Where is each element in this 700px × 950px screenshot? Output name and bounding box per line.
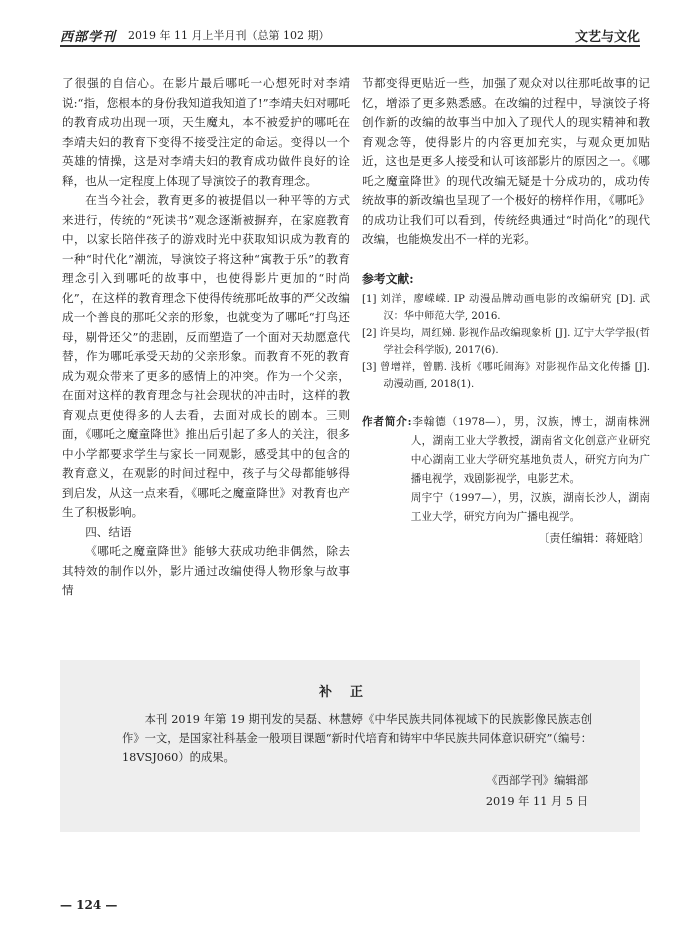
journal-name: 西部学刊 xyxy=(60,30,117,45)
body-paragraph: 节都变得更贴近一些，加强了观众对以往那吒故事的记忆，增添了更多熟悉感。在改编的过程中，导演饺子将创作新的改编的故事当中加入了现代人的现实精神和教育观念等，使得影片的内容更加充实，与观众更加贴近，这也是更多人接受和认可该部影片的原因之一。《哪吒之魔童降世》的现代改编无疑是十分成功的，成功传统故事的新改编也呈现了一个极好的榜样作用，《哪吒》的成功让我们可以看到，传统经典通过“时尚化”的现代改编，也能焕发出不一样的光彩。 xyxy=(362,76,650,246)
reference-list xyxy=(362,291,650,393)
editorial-office: 《西部学刊》编辑部 xyxy=(486,774,588,787)
corrigendum-title: 补正 xyxy=(318,685,381,700)
body-paragraph: 在当今社会，教育更多的被提倡以一种平等的方式来进行，传统的“死读书”观念逐渐被摒弃，在家庭教育中，以家长陪伴孩子的游戏时光中获取知识成为教育的一种“时代化”潮流，导演饺子将这种“寓教于乐”的教育理念引入到哪吒的故事中，也使得影片更加的“时尚化”，在这样的教育理念下使得传统那吒故事的严父改编成一个善良的那吒父亲的形象，也就变为了哪吒“打鸟还母，剔骨还父”的悲剧，反而塑造了一个面对天劫愿意代替，作为哪吒承受天劫的父亲形象。而教育不死的教育成为观众带来了更多的感情上的冲突。作为一个父亲，在面对这样的教育理念与社会现状的冲击时，这样的教育观点更使得多的人去看，去面对成长的剧本。三则面，《哪吒之魔童降世》推出后引起了多人的关注，很多中小学都要求学生与家长一同观影，感受其中的包含的教育意义，在观影的时间过程中，孩子与父母都能够得到启发，从这一点来看，《哪吒之魔童降世》对教育也产生了积极影响。 xyxy=(62,193,350,519)
page-number: — 124 — xyxy=(60,898,118,912)
corrigendum-signature xyxy=(486,770,588,812)
references-title: 参考文献: xyxy=(362,271,414,286)
corrigendum-box xyxy=(60,660,640,832)
author-label: 作者简介: xyxy=(362,416,412,428)
author-bio: 李翰德（1978—），男，汉族，博士，湖南株洲人，湖南工业大学教授，湖南省文化创意产业研究中心湖南工业大学研究基地负责人，研究方向为广播电视学，戏剧影视学，电影艺术。 xyxy=(410,416,650,485)
reference-item: [3] 曾增祥，曾鹏. 浅析《哪吒闹海》对影视作品文化传播 [J]. 动漫动画, 2018(1). xyxy=(362,362,650,390)
responsible-editor: 〔责任编辑：蒋娅晗〕 xyxy=(538,532,650,545)
left-column xyxy=(62,74,350,601)
author-bio-2: 周宇宁（1997—），男，汉族，湖南长沙人，湖南工业大学，研究方向为广播电视学。 xyxy=(410,492,650,523)
reference-item: [1] 刘洋，廖嵘嵘. IP 动漫品牌动画电影的改编研究 [D]. 武汉：华中师范大学, 2016. xyxy=(362,294,650,322)
issue-info: 2019 年 11 月上半月刊（总第 102 期） xyxy=(128,29,330,42)
author-entry xyxy=(362,413,650,489)
section-heading: 四、结语 xyxy=(85,524,132,539)
body-paragraph: 《哪吒之魔童降世》能够大获成功绝非偶然，除去其特效的制作以外，影片通过改编使得人物形象与故事情 xyxy=(62,544,350,597)
corrigendum-body: 本刊 2019 年第 19 期刊发的吴磊、林慧婷《中华民族共同体视域下的民族影像民族志创作》一文，是国家社科基金一般项目课题“新时代培育和铸牢中华民族共同体意识研究”（编号：18VSJ060）的成果。 xyxy=(122,713,592,764)
reference-item: [2] 许昊均，周红娣. 影视作品改编现象析 [J]. 辽宁大学学报(哲学社会科学版), 2017(6). xyxy=(362,328,650,356)
author-info xyxy=(362,413,650,527)
right-column xyxy=(362,74,650,549)
section-name: 文艺与文化 xyxy=(574,30,640,45)
corrigendum-date: 2019 年 11 月 5 日 xyxy=(485,795,588,808)
body-paragraph: 了很强的自信心。在影片最后哪吒一心想死时对李靖说:“指，您根本的身份我知道我知道了!”李靖夫妇对哪吒的教育成功出现一项，天生魔丸，本不被爱护的哪吒在李靖夫妇的教育下变得不接受注定的命运。变得以一个英雄的情操，这是对李靖夫妇的教育成功做件良好的诠释，也从一定程度上体现了导演饺子的教育理念。 xyxy=(62,76,350,188)
running-header xyxy=(60,25,640,47)
